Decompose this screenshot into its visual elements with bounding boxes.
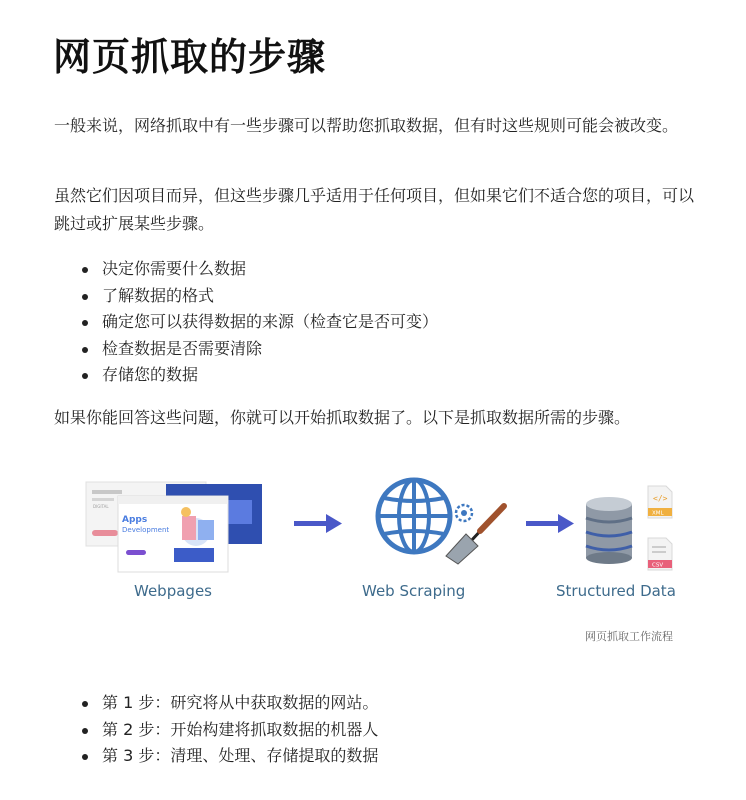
csv-file-icon [648,538,672,570]
arrow-right-icon [294,514,342,533]
paragraph-steps-intro: 如果你能回答这些问题，你就可以开始抓取数据了。以下是抓取数据所需的步骤。 [54,408,631,427]
list-item: 确定您可以获得数据的来源（检查它是否可变） [82,309,438,336]
label-web-scraping: Web Scraping [362,582,466,600]
paragraph-variation: 虽然它们因项目而异，但这些步骤几乎适用于任何项目，但如果它们不适合您的项目，可以跳过或扩展某些步骤。 [54,186,695,233]
list-item: 了解数据的格式 [82,283,438,310]
xml-tag: XML [652,510,664,517]
webpages-icon [86,482,262,572]
workflow-figure [78,470,688,650]
steps-list [82,690,378,770]
list-item: 第 1 步：研究将从中获取数据的网站。 [82,690,378,717]
svg-text:</>: </> [653,494,668,503]
label-structured-data: Structured Data [556,582,676,600]
checklist [82,256,438,389]
arrow-right-icon [526,514,574,533]
thumb-digital-text: DIGITAL [93,504,109,509]
list-item: 决定你需要什么数据 [82,256,438,283]
thumb-apps-text: Apps [122,515,148,525]
database-icon [586,497,632,564]
csv-tag: CSV [652,562,664,569]
gear-icon [456,505,472,521]
globe-icon [378,480,450,552]
list-item: 存储您的数据 [82,362,438,389]
list-item: 第 2 步：开始构建将抓取数据的机器人 [82,717,378,744]
page-title: 网页抓取的步骤 [53,35,327,79]
paragraph-intro: 一般来说，网络抓取中有一些步骤可以帮助您抓取数据，但有时这些规则可能会被改变。 [54,116,679,135]
figure-caption: 网页抓取工作流程 [585,630,673,643]
xml-file-icon [648,486,672,518]
thumb-development-text: Development [122,526,170,534]
scraper-tool-icon [446,506,504,564]
label-webpages: Webpages [134,582,212,600]
list-item: 第 3 步：清理、处理、存储提取的数据 [82,743,378,770]
list-item: 检查数据是否需要清除 [82,336,438,363]
